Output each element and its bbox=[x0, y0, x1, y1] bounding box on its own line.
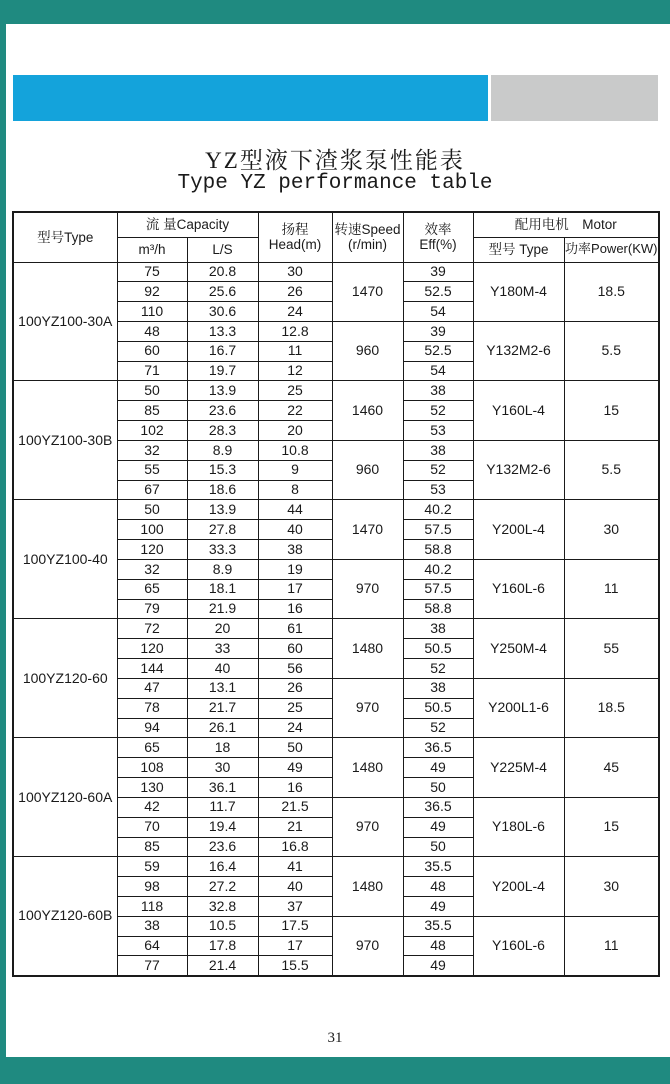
eff-cell: 36.5 bbox=[403, 797, 473, 817]
eff-cell: 52 bbox=[403, 460, 473, 480]
capacity-ls-cell: 8.9 bbox=[187, 440, 258, 460]
capacity-m3h-cell: 108 bbox=[117, 758, 187, 778]
eff-cell: 52 bbox=[403, 401, 473, 421]
eff-cell: 49 bbox=[403, 956, 473, 976]
bottom-teal-bar bbox=[0, 1057, 670, 1084]
head-cell: 8 bbox=[258, 480, 332, 500]
capacity-m3h-cell: 79 bbox=[117, 599, 187, 619]
eff-cell: 52 bbox=[403, 659, 473, 679]
capacity-m3h-cell: 59 bbox=[117, 857, 187, 877]
motor-type-cell: Y132M2-6 bbox=[473, 321, 564, 380]
motor-power-cell: 5.5 bbox=[564, 440, 659, 499]
capacity-m3h-cell: 50 bbox=[117, 381, 187, 401]
capacity-ls-cell: 16.7 bbox=[187, 341, 258, 361]
head-cell: 56 bbox=[258, 659, 332, 679]
capacity-ls-cell: 21.4 bbox=[187, 956, 258, 976]
table-row bbox=[13, 381, 659, 401]
capacity-m3h-cell: 65 bbox=[117, 738, 187, 758]
capacity-m3h-cell: 120 bbox=[117, 639, 187, 659]
motor-type-cell: Y180M-4 bbox=[473, 262, 564, 321]
head-cell: 24 bbox=[258, 718, 332, 738]
motor-power-cell: 5.5 bbox=[564, 321, 659, 380]
capacity-m3h-cell: 72 bbox=[117, 619, 187, 639]
motor-power-cell: 30 bbox=[564, 500, 659, 559]
eff-cell: 58.8 bbox=[403, 540, 473, 560]
eff-cell: 49 bbox=[403, 758, 473, 778]
capacity-m3h-cell: 32 bbox=[117, 559, 187, 579]
motor-power-cell: 18.5 bbox=[564, 262, 659, 321]
head-cell: 12.8 bbox=[258, 321, 332, 341]
capacity-ls-cell: 19.7 bbox=[187, 361, 258, 381]
motor-power-cell: 11 bbox=[564, 916, 659, 975]
capacity-m3h-cell: 75 bbox=[117, 262, 187, 282]
capacity-ls-cell: 28.3 bbox=[187, 421, 258, 441]
head-cell: 25 bbox=[258, 381, 332, 401]
eff-cell: 54 bbox=[403, 302, 473, 322]
col-header-m3h: m³/h bbox=[117, 237, 187, 262]
capacity-ls-cell: 36.1 bbox=[187, 778, 258, 798]
head-cell: 17 bbox=[258, 579, 332, 599]
capacity-ls-cell: 32.8 bbox=[187, 897, 258, 917]
model-cell: 100YZ100-30B bbox=[13, 381, 117, 500]
col-header-eff-en: Eff(%) bbox=[419, 237, 457, 253]
motor-type-cell: Y132M2-6 bbox=[473, 440, 564, 499]
header-row-1 bbox=[13, 212, 659, 237]
motor-type-cell: Y200L1-6 bbox=[473, 678, 564, 737]
capacity-m3h-cell: 47 bbox=[117, 678, 187, 698]
eff-cell: 57.5 bbox=[403, 520, 473, 540]
capacity-m3h-cell: 70 bbox=[117, 817, 187, 837]
head-cell: 15.5 bbox=[258, 956, 332, 976]
capacity-ls-cell: 13.9 bbox=[187, 381, 258, 401]
capacity-ls-cell: 33 bbox=[187, 639, 258, 659]
head-cell: 30 bbox=[258, 262, 332, 282]
head-cell: 25 bbox=[258, 698, 332, 718]
eff-cell: 48 bbox=[403, 936, 473, 956]
capacity-m3h-cell: 32 bbox=[117, 440, 187, 460]
motor-power-cell: 55 bbox=[564, 619, 659, 678]
capacity-ls-cell: 8.9 bbox=[187, 559, 258, 579]
eff-cell: 40.2 bbox=[403, 559, 473, 579]
capacity-ls-cell: 13.1 bbox=[187, 678, 258, 698]
col-header-motor-power: 功率Power(KW) bbox=[564, 237, 659, 262]
capacity-m3h-cell: 77 bbox=[117, 956, 187, 976]
capacity-m3h-cell: 92 bbox=[117, 282, 187, 302]
head-cell: 16 bbox=[258, 599, 332, 619]
head-cell: 24 bbox=[258, 302, 332, 322]
col-header-head bbox=[258, 212, 332, 262]
motor-power-cell: 11 bbox=[564, 559, 659, 618]
eff-cell: 49 bbox=[403, 897, 473, 917]
capacity-m3h-cell: 110 bbox=[117, 302, 187, 322]
capacity-m3h-cell: 85 bbox=[117, 837, 187, 857]
eff-cell: 52.5 bbox=[403, 341, 473, 361]
head-cell: 19 bbox=[258, 559, 332, 579]
capacity-ls-cell: 18.1 bbox=[187, 579, 258, 599]
eff-cell: 35.5 bbox=[403, 857, 473, 877]
capacity-ls-cell: 10.5 bbox=[187, 916, 258, 936]
capacity-m3h-cell: 78 bbox=[117, 698, 187, 718]
capacity-m3h-cell: 144 bbox=[117, 659, 187, 679]
head-cell: 16.8 bbox=[258, 837, 332, 857]
head-cell: 9 bbox=[258, 460, 332, 480]
page-number: 31 bbox=[327, 1030, 343, 1046]
motor-type-cell: Y160L-6 bbox=[473, 559, 564, 618]
table-body bbox=[13, 262, 659, 976]
motor-power-cell: 30 bbox=[564, 857, 659, 916]
eff-cell: 38 bbox=[403, 619, 473, 639]
capacity-m3h-cell: 120 bbox=[117, 540, 187, 560]
head-cell: 16 bbox=[258, 778, 332, 798]
eff-cell: 39 bbox=[403, 321, 473, 341]
capacity-m3h-cell: 102 bbox=[117, 421, 187, 441]
speed-cell: 960 bbox=[332, 321, 403, 380]
model-cell: 100YZ120-60A bbox=[13, 738, 117, 857]
capacity-m3h-cell: 48 bbox=[117, 321, 187, 341]
capacity-ls-cell: 27.2 bbox=[187, 877, 258, 897]
head-cell: 26 bbox=[258, 282, 332, 302]
head-cell: 22 bbox=[258, 401, 332, 421]
capacity-ls-cell: 18 bbox=[187, 738, 258, 758]
motor-power-cell: 45 bbox=[564, 738, 659, 797]
motor-type-cell: Y160L-4 bbox=[473, 381, 564, 440]
capacity-m3h-cell: 60 bbox=[117, 341, 187, 361]
head-cell: 41 bbox=[258, 857, 332, 877]
capacity-m3h-cell: 98 bbox=[117, 877, 187, 897]
capacity-ls-cell: 13.9 bbox=[187, 500, 258, 520]
col-header-head-cn: 扬程 bbox=[281, 221, 309, 237]
eff-cell: 50.5 bbox=[403, 698, 473, 718]
capacity-m3h-cell: 94 bbox=[117, 718, 187, 738]
capacity-m3h-cell: 118 bbox=[117, 897, 187, 917]
eff-cell: 53 bbox=[403, 480, 473, 500]
eff-cell: 38 bbox=[403, 381, 473, 401]
capacity-ls-cell: 30.6 bbox=[187, 302, 258, 322]
table-row bbox=[13, 619, 659, 639]
speed-cell: 970 bbox=[332, 559, 403, 618]
eff-cell: 36.5 bbox=[403, 738, 473, 758]
table-row bbox=[13, 738, 659, 758]
capacity-m3h-cell: 85 bbox=[117, 401, 187, 421]
capacity-ls-cell: 20 bbox=[187, 619, 258, 639]
eff-cell: 50 bbox=[403, 837, 473, 857]
eff-cell: 48 bbox=[403, 877, 473, 897]
eff-cell: 50 bbox=[403, 778, 473, 798]
speed-cell: 970 bbox=[332, 916, 403, 975]
page-title-chinese: YZ型液下渣浆泵性能表 bbox=[205, 148, 465, 173]
motor-type-cell: Y250M-4 bbox=[473, 619, 564, 678]
head-cell: 21 bbox=[258, 817, 332, 837]
speed-cell: 1480 bbox=[332, 857, 403, 916]
capacity-ls-cell: 19.4 bbox=[187, 817, 258, 837]
head-cell: 44 bbox=[258, 500, 332, 520]
capacity-ls-cell: 15.3 bbox=[187, 460, 258, 480]
blue-accent-bar bbox=[13, 75, 488, 121]
motor-power-cell: 15 bbox=[564, 797, 659, 856]
capacity-m3h-cell: 100 bbox=[117, 520, 187, 540]
col-header-motor: 配用电机 Motor bbox=[473, 212, 659, 237]
capacity-ls-cell: 23.6 bbox=[187, 837, 258, 857]
head-cell: 17.5 bbox=[258, 916, 332, 936]
motor-power-cell: 18.5 bbox=[564, 678, 659, 737]
motor-type-cell: Y180L-6 bbox=[473, 797, 564, 856]
capacity-m3h-cell: 55 bbox=[117, 460, 187, 480]
col-header-eff bbox=[403, 212, 473, 262]
col-header-model: 型号Type bbox=[13, 212, 117, 262]
motor-power-cell: 15 bbox=[564, 381, 659, 440]
head-cell: 10.8 bbox=[258, 440, 332, 460]
model-cell: 100YZ100-30A bbox=[13, 262, 117, 381]
speed-cell: 970 bbox=[332, 678, 403, 737]
capacity-ls-cell: 18.6 bbox=[187, 480, 258, 500]
eff-cell: 39 bbox=[403, 262, 473, 282]
eff-cell: 54 bbox=[403, 361, 473, 381]
capacity-ls-cell: 30 bbox=[187, 758, 258, 778]
eff-cell: 52.5 bbox=[403, 282, 473, 302]
motor-type-cell: Y225M-4 bbox=[473, 738, 564, 797]
eff-cell: 40.2 bbox=[403, 500, 473, 520]
speed-cell: 1470 bbox=[332, 500, 403, 559]
capacity-ls-cell: 21.9 bbox=[187, 599, 258, 619]
capacity-ls-cell: 26.1 bbox=[187, 718, 258, 738]
col-header-capacity: 流 量Capacity bbox=[117, 212, 258, 237]
motor-type-cell: Y200L-4 bbox=[473, 857, 564, 916]
eff-cell: 35.5 bbox=[403, 916, 473, 936]
capacity-m3h-cell: 50 bbox=[117, 500, 187, 520]
capacity-m3h-cell: 64 bbox=[117, 936, 187, 956]
head-cell: 40 bbox=[258, 877, 332, 897]
capacity-ls-cell: 16.4 bbox=[187, 857, 258, 877]
eff-cell: 52 bbox=[403, 718, 473, 738]
motor-type-cell: Y200L-4 bbox=[473, 500, 564, 559]
head-cell: 50 bbox=[258, 738, 332, 758]
capacity-ls-cell: 33.3 bbox=[187, 540, 258, 560]
head-cell: 26 bbox=[258, 678, 332, 698]
capacity-ls-cell: 40 bbox=[187, 659, 258, 679]
speed-cell: 960 bbox=[332, 440, 403, 499]
head-cell: 61 bbox=[258, 619, 332, 639]
capacity-m3h-cell: 65 bbox=[117, 579, 187, 599]
col-header-speed-cn: 转速Speed bbox=[334, 221, 401, 237]
page-title-english: Type YZ performance table bbox=[177, 172, 493, 195]
gray-accent-bar bbox=[491, 75, 658, 121]
speed-cell: 1480 bbox=[332, 738, 403, 797]
col-header-speed-en: (r/min) bbox=[348, 237, 387, 253]
capacity-m3h-cell: 42 bbox=[117, 797, 187, 817]
eff-cell: 38 bbox=[403, 678, 473, 698]
capacity-ls-cell: 17.8 bbox=[187, 936, 258, 956]
eff-cell: 50.5 bbox=[403, 639, 473, 659]
capacity-ls-cell: 13.3 bbox=[187, 321, 258, 341]
capacity-m3h-cell: 71 bbox=[117, 361, 187, 381]
col-header-speed bbox=[332, 212, 403, 262]
speed-cell: 1480 bbox=[332, 619, 403, 678]
head-cell: 12 bbox=[258, 361, 332, 381]
table-row bbox=[13, 500, 659, 520]
head-cell: 60 bbox=[258, 639, 332, 659]
head-cell: 38 bbox=[258, 540, 332, 560]
speed-cell: 1470 bbox=[332, 262, 403, 321]
head-cell: 37 bbox=[258, 897, 332, 917]
eff-cell: 38 bbox=[403, 440, 473, 460]
head-cell: 49 bbox=[258, 758, 332, 778]
head-cell: 11 bbox=[258, 341, 332, 361]
eff-cell: 58.8 bbox=[403, 599, 473, 619]
col-header-head-en: Head(m) bbox=[268, 237, 322, 253]
performance-table bbox=[12, 211, 660, 977]
eff-cell: 53 bbox=[403, 421, 473, 441]
capacity-ls-cell: 23.6 bbox=[187, 401, 258, 421]
eff-cell: 49 bbox=[403, 817, 473, 837]
top-teal-bar bbox=[0, 0, 670, 24]
speed-cell: 970 bbox=[332, 797, 403, 856]
capacity-ls-cell: 27.8 bbox=[187, 520, 258, 540]
eff-cell: 57.5 bbox=[403, 579, 473, 599]
capacity-ls-cell: 25.6 bbox=[187, 282, 258, 302]
capacity-ls-cell: 20.8 bbox=[187, 262, 258, 282]
col-header-motor-type: 型号 Type bbox=[473, 237, 564, 262]
table-row bbox=[13, 262, 659, 282]
col-header-eff-cn: 效率 bbox=[424, 221, 452, 237]
col-header-ls: L/S bbox=[187, 237, 258, 262]
head-cell: 21.5 bbox=[258, 797, 332, 817]
head-cell: 40 bbox=[258, 520, 332, 540]
motor-type-cell: Y160L-6 bbox=[473, 916, 564, 975]
table-row bbox=[13, 857, 659, 877]
capacity-m3h-cell: 38 bbox=[117, 916, 187, 936]
model-cell: 100YZ120-60 bbox=[13, 619, 117, 738]
head-cell: 20 bbox=[258, 421, 332, 441]
capacity-m3h-cell: 67 bbox=[117, 480, 187, 500]
model-cell: 100YZ100-40 bbox=[13, 500, 117, 619]
model-cell: 100YZ120-60B bbox=[13, 857, 117, 976]
head-cell: 17 bbox=[258, 936, 332, 956]
capacity-ls-cell: 11.7 bbox=[187, 797, 258, 817]
capacity-m3h-cell: 130 bbox=[117, 778, 187, 798]
speed-cell: 1460 bbox=[332, 381, 403, 440]
capacity-ls-cell: 21.7 bbox=[187, 698, 258, 718]
